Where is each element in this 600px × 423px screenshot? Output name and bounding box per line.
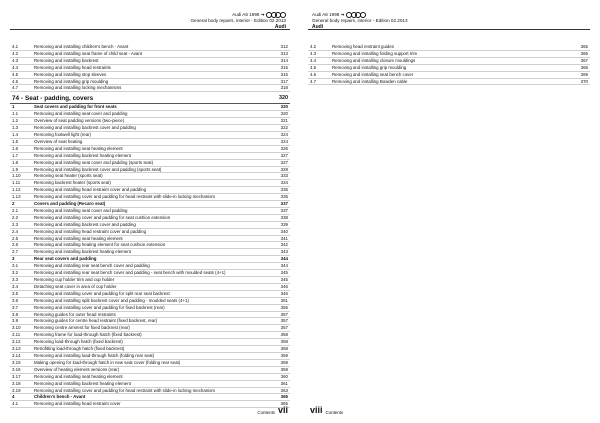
- toc-entry-title: Removing backrest heater (sports seat): [34, 180, 111, 186]
- toc-entry[interactable]: [10, 242, 290, 249]
- toc-entry-title: Removing guides for centre head restraint (fixed backrest, rear): [34, 318, 158, 324]
- toc-entry-title: Overview of heating element versions (rear): [34, 366, 120, 372]
- toc-entry-page: 366: [580, 50, 588, 56]
- toc-entry-number: 2.1: [12, 207, 19, 213]
- toc-entry[interactable]: [10, 367, 290, 374]
- toc-entry-page: 315: [280, 71, 288, 77]
- toc-entry[interactable]: [10, 111, 290, 118]
- toc-entry-page: 340: [280, 228, 288, 234]
- toc-entry-number: 4: [12, 394, 15, 400]
- toc-entry-title: Removing and installing rear seat bench cover and padding: [34, 263, 150, 269]
- toc-entry[interactable]: [10, 312, 290, 319]
- toc-entry-number: 3.7: [12, 304, 19, 310]
- toc-entry-number: 3.3: [12, 277, 19, 282]
- toc-entry-number: 1.3: [12, 125, 19, 131]
- toc-entry[interactable]: [10, 215, 290, 222]
- toc-entry-number: 4.1: [12, 44, 19, 49]
- toc-entry-title: Removing and installing backrest: [34, 57, 99, 63]
- toc-entry-title: Removing and installing backrest heating element: [34, 380, 131, 386]
- footer-label: Contents: [325, 410, 344, 415]
- toc-entry-number: 2.3: [12, 221, 19, 227]
- toc-entry-page: 313: [280, 50, 288, 56]
- toc-entry-title: Removing seat heater (sports seat): [34, 173, 103, 179]
- toc-entry-title: Removing footwell light (rear): [34, 131, 92, 137]
- toc-entry[interactable]: [10, 298, 290, 305]
- toc-entry-number: 3.16: [12, 366, 21, 372]
- header-model: Audi A6 1998 ➔: [312, 12, 345, 17]
- toc-entry-page: 328: [280, 166, 288, 172]
- toc-section[interactable]: [10, 104, 290, 111]
- toc-entry-page: 337: [280, 207, 288, 213]
- toc-entry-page: 322: [280, 125, 288, 131]
- toc-entry-title: Removing and installing rear seat bench cover and padding - seat bench with moulded seats (4+1): [34, 270, 226, 276]
- toc-entry[interactable]: [10, 118, 290, 125]
- toc-entry-title: Overview of seat padding versions (two-piece): [34, 118, 125, 124]
- toc-entry-page: 326: [280, 145, 288, 151]
- toc-entry-title: Overview of seat heating: [34, 138, 83, 144]
- toc-entry-number: 2.4: [12, 228, 19, 234]
- toc-entry-title: Removing cup holder trim and cup holder: [34, 277, 115, 282]
- toc-entry-number: 1.11: [12, 180, 21, 186]
- toc-entry-title: Removing and installing cover and padding for fixed backrest (rear): [34, 304, 165, 310]
- toc-entry-title: Removing and installing cover and padding for seat cushion extension: [34, 214, 171, 220]
- toc-entry-title: Removing load-through hatch (fixed backrest): [34, 339, 123, 345]
- toc-entry-title: Covers and padding (Recaro seat): [34, 201, 106, 207]
- toc-entry-number: 3.12: [12, 339, 21, 345]
- toc-entry-page: 345: [280, 277, 288, 282]
- toc-entry-page: 327: [280, 152, 288, 158]
- toc-entry-title: Retrofitting load-through hatch (fixed backrest): [34, 346, 125, 352]
- toc-entry-page: 367: [580, 57, 588, 63]
- toc-entry-title: Rear seat covers and padding: [34, 256, 97, 262]
- toc-entry-page: 320: [280, 111, 288, 117]
- toc-entry[interactable]: [10, 318, 290, 325]
- toc-entry-title: Children's bench - Avant: [34, 394, 86, 400]
- toc-entry[interactable]: [10, 187, 290, 194]
- toc-entry[interactable]: [10, 339, 290, 346]
- toc-entry-number: 2.7: [12, 249, 19, 255]
- toc-entry-page: 315: [280, 64, 288, 70]
- toc-entry[interactable]: [10, 58, 290, 65]
- toc-entry[interactable]: [10, 229, 290, 236]
- toc-entry-page: 365: [280, 401, 288, 407]
- toc-entry-page: 363: [280, 387, 288, 393]
- toc-entry-title: Removing and installing grip moulding: [34, 78, 109, 84]
- toc-entry-number: 1.13: [12, 194, 21, 200]
- toc-entry[interactable]: [10, 208, 290, 215]
- toc-entry-number: 74 -: [12, 95, 24, 103]
- toc-entry-number: 4.5: [12, 71, 19, 77]
- toc-entry-title: Removing and installing seat heating element: [34, 373, 123, 379]
- toc-entry-title: Removing guides for outer head restraints: [34, 311, 116, 317]
- toc-entry-title: Removing and installing closure mouldings: [332, 57, 416, 63]
- toc-entry-number: 2.6: [12, 242, 19, 248]
- toc-section[interactable]: [10, 394, 290, 401]
- header-brand: Audi: [312, 24, 324, 30]
- toc-entry-number: 2: [12, 201, 15, 207]
- toc-entry-number: 3.4: [12, 283, 19, 289]
- right-page: [308, 12, 590, 415]
- toc-entry-number: 4.7: [12, 85, 19, 91]
- toc-entry-title: Removing and installing grip moulding: [332, 64, 407, 70]
- toc-entry[interactable]: [10, 284, 290, 291]
- toc-entry-page: 337: [280, 201, 288, 207]
- toc-entry[interactable]: [10, 153, 290, 160]
- right-page-footer: [310, 406, 343, 415]
- toc-entry-title: Removing and installing cover and padding for split rear seat backrest: [34, 290, 170, 296]
- toc-entry[interactable]: [10, 79, 290, 86]
- toc-entry-page: 327: [280, 159, 288, 165]
- toc-entry-page: 324: [280, 131, 288, 137]
- footer-label: Contents: [257, 410, 275, 415]
- header-divider: [10, 29, 290, 30]
- toc-entry-number: 4.2: [12, 50, 19, 56]
- toc-entry-number: 3.6: [12, 297, 19, 303]
- toc-entry-number: 1.1: [12, 111, 19, 117]
- toc-entry-page: 346: [280, 290, 288, 296]
- toc-entry[interactable]: [10, 360, 290, 367]
- toc-entry[interactable]: [10, 263, 290, 270]
- toc-entry-number: 1: [12, 104, 15, 110]
- toc-entry-number: 4.6: [12, 78, 19, 84]
- toc-entry[interactable]: [308, 79, 590, 86]
- toc-section[interactable]: [10, 201, 290, 208]
- toc-entry-page: 358: [280, 332, 288, 338]
- toc-entry-page: 359: [280, 366, 288, 372]
- toc-entry-page: 339: [280, 221, 288, 227]
- toc-entry-title: Removing and installing head restraint cover and padding: [34, 187, 147, 193]
- toc-entry-title: Removing and installing backrest cover and padding: [34, 221, 136, 227]
- toc-entry[interactable]: [10, 72, 290, 79]
- toc-entry[interactable]: [10, 332, 290, 339]
- toc-entry-page: 368: [580, 64, 588, 70]
- toc-entry-number: 3.8: [12, 311, 19, 317]
- toc-entry-page: 321: [280, 118, 288, 124]
- right-toc: [308, 44, 590, 85]
- toc-entry-page: 343: [280, 249, 288, 255]
- toc-entry-number: 1.2: [12, 118, 19, 124]
- toc-entry[interactable]: [10, 65, 290, 72]
- toc-entry-number: 3: [12, 256, 15, 262]
- toc-entry-page: 359: [280, 352, 288, 358]
- toc-entry[interactable]: [308, 51, 590, 58]
- toc-entry-number: 1.4: [12, 131, 19, 137]
- toc-entry-number: 1.5: [12, 138, 19, 144]
- toc-entry-title: Detaching seat cover in area of cup holder: [34, 283, 117, 289]
- toc-entry[interactable]: [10, 85, 290, 92]
- toc-entry-page: 318: [280, 85, 288, 91]
- toc-entry-number: 2.5: [12, 235, 19, 241]
- toc-entry-page: 338: [280, 214, 288, 220]
- toc-entry-title: Removing and installing cover and padding for head restraint with slide-in locking mechanism: [34, 194, 216, 200]
- header-brand: Audi: [274, 24, 286, 30]
- header-subtitle: General body repairs, interior - Edition 02.2013: [312, 18, 408, 23]
- toc-entry-title: Removing and installing folding support trim: [332, 50, 418, 56]
- toc-entry-page: 344: [280, 263, 288, 269]
- toc-entry[interactable]: [10, 325, 290, 332]
- toc-entry-number: 1.9: [12, 166, 19, 172]
- toc-entry[interactable]: [10, 305, 290, 312]
- toc-entry-title: Removing and installing backrest cover and padding (sports seat): [34, 166, 162, 172]
- toc-entry-number: 1.8: [12, 159, 19, 165]
- toc-entry-title: Removing and installing seat cover and padding: [34, 207, 128, 213]
- toc-entry-page: 365: [280, 394, 288, 400]
- toc-entry-title: Removing and installing backrest heating element: [34, 152, 131, 158]
- toc-entry-title: Removing and installing seat frame of child seat - Avant: [34, 50, 143, 56]
- toc-entry[interactable]: [10, 180, 290, 187]
- toc-entry-number: 3.11: [12, 332, 21, 338]
- toc-entry[interactable]: [10, 249, 290, 256]
- toc-entry-page: 369: [580, 71, 588, 77]
- toc-entry-title: Seat - padding, covers: [25, 95, 94, 103]
- toc-entry[interactable]: [10, 236, 290, 243]
- toc-entry-title: Removing and installing split backrest cover and padding - moulded seats (4+1): [34, 297, 189, 303]
- toc-entry-page: 317: [280, 78, 288, 84]
- toc-entry[interactable]: [10, 194, 290, 201]
- toc-entry-title: Removing and installing cover and padding for head restraint with slide-in locking mechanism: [34, 387, 216, 393]
- toc-entry[interactable]: [10, 291, 290, 298]
- toc-entry-number: 4.2: [310, 44, 317, 49]
- toc-entry-title: Removing and installing backrest cover and padding: [34, 125, 136, 131]
- toc-entry-number: 1.6: [12, 145, 19, 151]
- toc-entry[interactable]: [10, 139, 290, 146]
- toc-entry[interactable]: [10, 132, 290, 139]
- toc-entry-page: 345: [280, 270, 288, 276]
- toc-entry-number: 3.18: [12, 380, 21, 386]
- toc-entry-page: 361: [280, 380, 288, 386]
- toc-entry-title: Removing head restraint guides: [332, 44, 394, 49]
- toc-entry-number: 3.9: [12, 318, 19, 324]
- toc-entry-title: Removing and installing locking mechanisms: [34, 85, 122, 91]
- left-page-footer: [257, 406, 288, 415]
- toc-entry[interactable]: [308, 58, 590, 65]
- toc-entry-number: 3.13: [12, 346, 21, 352]
- toc-entry-number: 1.12: [12, 187, 21, 193]
- toc-entry-title: Making opening for load-through hatch in new seat cover (folding rear seat): [34, 359, 181, 365]
- toc-entry-number: 4.3: [12, 57, 19, 63]
- toc-entry[interactable]: [10, 353, 290, 360]
- toc-entry[interactable]: [10, 160, 290, 167]
- toc-entry[interactable]: [10, 381, 290, 388]
- toc-entry[interactable]: [10, 374, 290, 381]
- toc-entry[interactable]: [10, 388, 290, 395]
- toc-entry-title: Removing and installing Bowden cable: [332, 78, 408, 84]
- toc-entry-number: 3.1: [12, 263, 19, 269]
- toc-entry-title: Removing frame for load-through hatch (fixed backrest): [34, 332, 142, 338]
- toc-entry-page: 342: [280, 242, 288, 248]
- toc-entry-number: 3.17: [12, 373, 21, 379]
- toc-section[interactable]: [10, 256, 290, 263]
- toc-entry-page: 320: [280, 104, 288, 110]
- toc-entry-number: 3.2: [12, 270, 19, 276]
- toc-entry-page: 335: [280, 187, 288, 193]
- toc-entry-number: 4.4: [310, 57, 317, 63]
- toc-entry[interactable]: [308, 65, 590, 72]
- left-page-header: [86, 12, 286, 34]
- footer-page-number: viii: [310, 405, 323, 415]
- toc-entry-page: 312: [280, 44, 288, 49]
- toc-entry-page: 314: [280, 57, 288, 63]
- toc-entry[interactable]: [10, 277, 290, 284]
- toc-entry-page: 324: [280, 138, 288, 144]
- toc-entry-number: 1.10: [12, 173, 21, 179]
- toc-entry-title: Removing and installing seat heating element: [34, 145, 123, 151]
- toc-entry-number: 4.7: [310, 78, 317, 84]
- footer-page-number: vii: [277, 405, 288, 415]
- toc-entry-page: 344: [280, 256, 288, 262]
- toc-entry-title: Removing and installing seat heating element: [34, 235, 123, 241]
- toc-entry[interactable]: [10, 44, 290, 51]
- toc-entry-number: 4.3: [310, 50, 317, 56]
- right-page-header: [312, 12, 512, 34]
- toc-entry[interactable]: [10, 270, 290, 277]
- toc-entry-page: 360: [280, 373, 288, 379]
- toc-entry-number: 4.6: [310, 71, 317, 77]
- toc-entry-page: 355: [280, 304, 288, 310]
- toc-entry-page: 358: [280, 346, 288, 352]
- toc-entry[interactable]: [10, 173, 290, 180]
- toc-entry[interactable]: [308, 72, 590, 79]
- toc-entry[interactable]: [10, 222, 290, 229]
- toc-entry-page: 341: [280, 235, 288, 241]
- toc-entry[interactable]: [10, 167, 290, 174]
- left-page: [10, 12, 290, 415]
- header-model: Audi A6 1998 ➔: [232, 12, 265, 17]
- toc-entry-number: 4.1: [12, 401, 19, 407]
- toc-entry-title: Removing and installing seat bench cover: [332, 71, 414, 77]
- toc-entry-page: 365: [580, 44, 588, 49]
- toc-entry[interactable]: [10, 146, 290, 153]
- toc-entry-title: Removing and installing backrest heating element: [34, 249, 131, 255]
- toc-entry-title: Removing and installing head restraint cover and padding: [34, 228, 147, 234]
- toc-entry-title: Removing and installing seat cover and padding: [34, 111, 128, 117]
- toc-entry-page: 335: [280, 194, 288, 200]
- toc-entry-page: 357: [280, 311, 288, 317]
- toc-entry-title: Removing and installing stop sleeves: [34, 71, 107, 77]
- toc-entry-number: 3.14: [12, 352, 21, 358]
- toc-entry-title: Removing and installing head restraint cover: [34, 401, 121, 407]
- chapter-heading[interactable]: [10, 94, 290, 104]
- toc-entry-number: 1.7: [12, 152, 19, 158]
- toc-entry[interactable]: [10, 401, 290, 408]
- header-divider: [308, 29, 590, 30]
- toc-entry-number: 2.2: [12, 214, 19, 220]
- toc-entry[interactable]: [308, 44, 590, 51]
- toc-entry-page: 334: [280, 180, 288, 186]
- toc-entry-page: 320: [279, 95, 288, 102]
- toc-entry-page: 357: [280, 318, 288, 324]
- left-toc: [10, 44, 290, 408]
- toc-entry-page: 359: [280, 359, 288, 365]
- toc-entry-title: Removing and installing children's bench - Avant: [34, 44, 129, 49]
- toc-entry-page: 357: [280, 325, 288, 331]
- toc-entry-number: 4.5: [310, 64, 317, 70]
- toc-entry-title: Seat covers and padding for front seats: [34, 104, 117, 110]
- toc-entry-title: Removing centre armrest for fixed backrest (rear): [34, 325, 130, 331]
- toc-entry-title: Removing and installing seat cover and padding (sports seat): [34, 159, 154, 165]
- toc-entry-page: 358: [280, 339, 288, 345]
- toc-entry[interactable]: [10, 125, 290, 132]
- toc-entry-number: 3.10: [12, 325, 21, 331]
- toc-entry-number: 3.19: [12, 387, 21, 393]
- toc-entry-page: 346: [280, 283, 288, 289]
- toc-entry-page: 351: [280, 297, 288, 303]
- toc-entry[interactable]: [10, 51, 290, 58]
- toc-entry-title: Removing and installing heating element for seat cushion extension: [34, 242, 166, 248]
- header-subtitle: General body repairs, interior - Edition 02.2013: [190, 18, 286, 23]
- toc-entry-title: Removing and installing load-through hatch (folding rear seat): [34, 352, 155, 358]
- toc-entry-number: 3.15: [12, 359, 21, 365]
- toc-entry-number: 4.4: [12, 64, 19, 70]
- toc-entry-page: 333: [280, 173, 288, 179]
- toc-entry-number: 3.5: [12, 290, 19, 296]
- toc-entry-title: Removing and installing head restraints: [34, 64, 111, 70]
- toc-entry[interactable]: [10, 346, 290, 353]
- toc-entry-page: 370: [580, 78, 588, 84]
